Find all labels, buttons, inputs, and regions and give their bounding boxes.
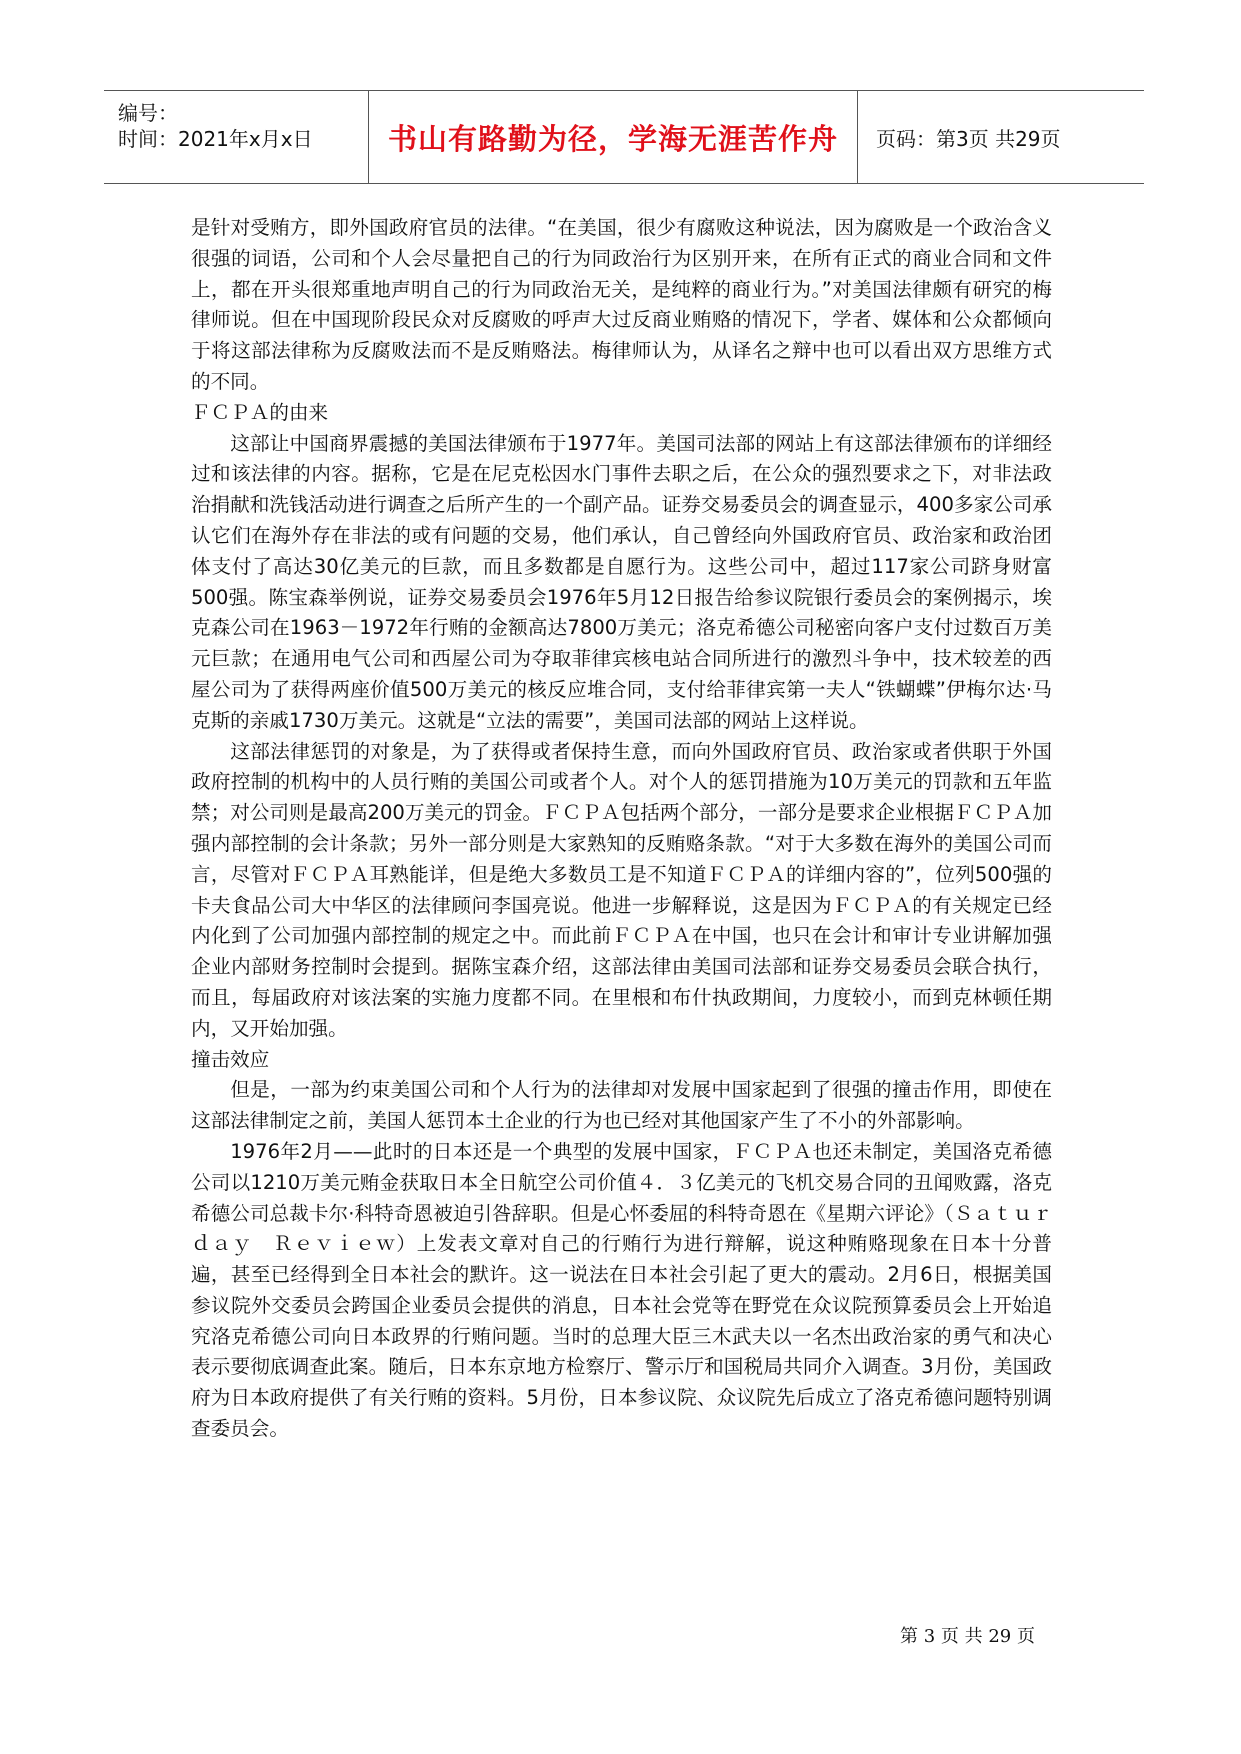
document-body [191, 213, 1052, 1445]
date-label: 时间：2021年x月x日 [118, 127, 313, 151]
paragraph: 但是，一部为约束美国公司和个人行为的法律却对发展中国家起到了很强的撞击作用，即使在这部法律制定之前，美国人惩罚本土企业的行为也已经对其他国家产生了不小的外部影响。 [191, 1078, 1052, 1133]
paragraph: 这部让中国商界震撼的美国法律颁布于1977年。美国司法部的网站上有这部法律颁布的详细经过和该法律的内容。据称，它是在尼克松因水门事件去职之后，在公众的强烈要求之下，对非法政治捐献和洗钱活动进行调查之后所产生的一个副产品。证券交易委员会的调查显示，400多家公司承认它们在海外存在非法的或有问题的交易，他们承认，自己曾经向外国政府官员、政治家和政治团体支付了高达30亿美元的巨款，而且多数都是自愿行为。这些公司中，超过117家公司跻身财富500强。陈宝森举例说，证券交易委员会1976年5月12日报告给参议院银行委员会的案例揭示，埃克森公司在1963－1972年行贿的金额高达7800万美元；洛克希德公司秘密向客户支付过数百万美元巨款；在通用电气公司和西屋公司为夺取菲律宾核电站合同所进行的激烈斗争中，技术较差的西屋公司为了获得两座价值500万美元的核反应堆合同，支付给菲律宾第一夫人“铁蝴蝶”伊梅尔达·马克斯的亲戚1730万美元。这就是“立法的需要”，美国司法部的网站上这样说。 [191, 431, 1052, 732]
page-footer-number: 第 3 页 共 29 页 [900, 1626, 1035, 1647]
motto-text: 书山有路勤为径，学海无涯苦作舟 [387, 121, 838, 156]
header-info-cell [104, 91, 368, 183]
header-motto-cell [368, 91, 858, 183]
paragraph: 1976年2月——此时的日本还是一个典型的发展中国家，ＦＣＰＡ也还未制定，美国洛克希德公司以1210万美元贿金获取日本全日航空公司价值４．３亿美元的飞机交易合同的丑闻败露，洛克希德公司总裁卡尔·科特奇恩被迫引咎辞职。但是心怀委屈的科特奇恩在《星期六评论》（Ｓａｔｕｒｄａｙ Ｒｅｖｉｅｗ）上发表文章对自己的行贿行为进行辩解，说这种贿赂现象在日本十分普遍，甚至已经得到全日本社会的默许。这一说法在日本社会引起了更大的震动。2月6日，根据美国参议院外交委员会跨国企业委员会提供的消息，日本社会党等在野党在众议院预算委员会上开始追究洛克希德公司向日本政界的行贿问题。当时的总理大臣三木武夫以一名杰出政治家的勇气和决心表示要彻底调查此案。随后，日本东京地方检察厅、警示厅和国税局共同介入调查。3月份，美国政府为日本政府提供了有关行贿的资料。5月份，日本参议院、众议院先后成立了洛克希德问题特别调查委员会。 [191, 1139, 1052, 1441]
page-code-label: 页码：第3页 共29页 [876, 126, 1061, 151]
paragraph: 是针对受贿方，即外国政府官员的法律。“在美国，很少有腐败这种说法，因为腐败是一个政治含义很强的词语，公司和个人会尽量把自己的行为同政治行为区别开来，在所有正式的商业合同和文件上，都在开头很郑重地声明自己的行为同政治无关，是纯粹的商业行为。”对美国法律颇有研究的梅律师说。但在中国现阶段民众对反腐败的呼声大过反商业贿赂的情况下，学者、媒体和公众都倾向于将这部法律称为反腐败法而不是反贿赂法。梅律师认为，从译名之辩中也可以看出双方思维方式的不同。 [191, 216, 1052, 393]
section-heading-impact: 撞击效应 [191, 1047, 270, 1071]
section-heading-fcpa-origin: ＦＣＰＡ的由来 [191, 400, 329, 424]
page-header [104, 90, 1144, 184]
paragraph: 这部法律惩罚的对象是，为了获得或者保持生意，而向外国政府官员、政治家或者供职于外国政府控制的机构中的人员行贿的美国公司或者个人。对个人的惩罚措施为10万美元的罚款和五年监禁；对公司则是最高200万美元的罚金。ＦＣＰＡ包括两个部分，一部分是要求企业根据ＦＣＰＡ加强内部控制的会计条款；另外一部分则是大家熟知的反贿赂条款。“对于大多数在海外的美国公司而言，尽管对ＦＣＰＡ耳熟能详，但是绝大多数员工是不知道ＦＣＰＡ的详细内容的”，位列500强的卡夫食品公司大中华区的法律顾问李国亮说。他进一步解释说，这是因为ＦＣＰＡ的有关规定已经内化到了公司加强内部控制的规定之中。而此前ＦＣＰＡ在中国，也只在会计和审计专业讲解加强企业内部财务控制时会提到。据陈宝森介绍，这部法律由美国司法部和证券交易委员会联合执行，而且，每届政府对该法案的实施力度都不同。在里根和布什执政期间，力度较小，而到克林顿任期内，又开始加强。 [191, 739, 1052, 1040]
header-page-cell [858, 91, 1144, 183]
serial-number-label: 编号： [118, 101, 178, 125]
